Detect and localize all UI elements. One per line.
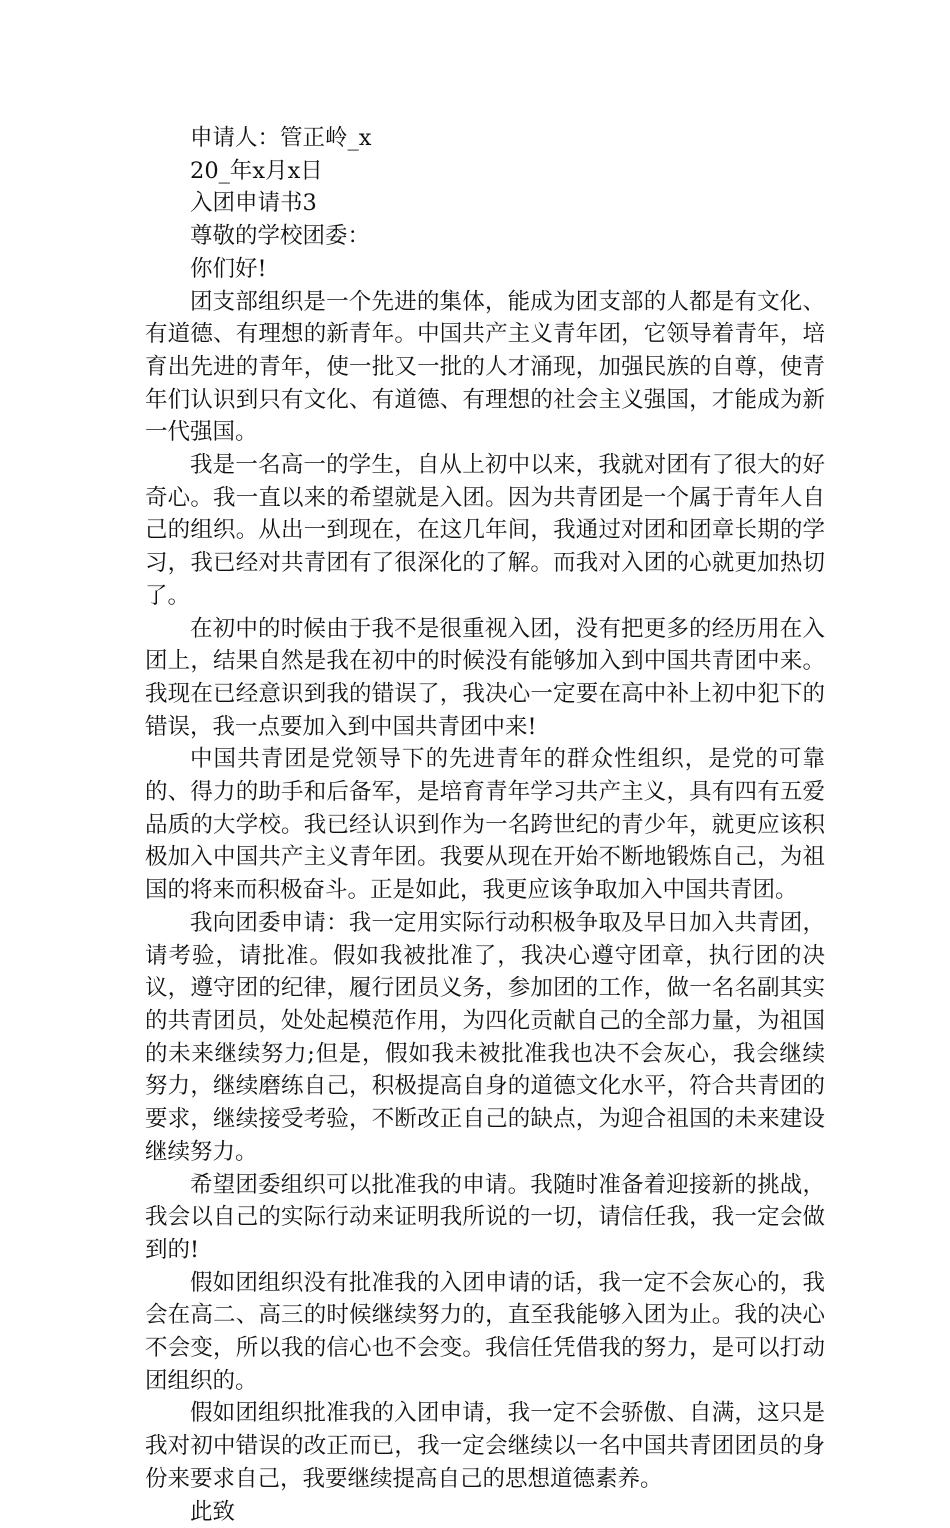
paragraph-7: 假如团组织没有批准我的入团申请的话，我一定不会灰心的，我会在高二、高三的时候继续努力的，直至我能够入团为止。我的决心不会变，所以我的信心也不会变。我信任凭借我的努力，是可以打动团组织的。 [145,1269,825,1394]
paragraph-8: 假如团组织批准我的入团申请，我一定不会骄傲、自满，这只是我对初中错误的改正而已，我一定会继续以一名中国共青团团员的身份来要求自己，我要继续提高自己的思想道德素养。 [145,1400,825,1492]
paragraph-1: 团支部组织是一个先进的集体，能成为团支部的人都是有文化、有道德、有理想的新青年。中国共产主义青年团，它领导着青年，培育出先进的青年，使一批又一批的人才涌现，加强民族的自尊，使青年们认识到只有文化、有道德、有理想的社会主义强国，才能成为新一代强国。 [145,288,825,446]
paragraph-6: 希望团委组织可以批准我的申请。我随时准备着迎接新的挑战，我会以自己的实际行动来证明我所说的一切，请信任我，我一定会做到的! [145,1171,825,1263]
document-title: 入团申请书3 [190,190,317,217]
applicant-line: 申请人：管正岭_x [190,125,372,151]
paragraph-4: 中国共青团是党领导下的先进青年的群众性组织，是党的可靠的、得力的助手和后备军，是培育青年学习共产主义，具有四有五爱品质的大学校。我已经认识到作为一名跨世纪的青少年，就更应该积极加入中国共产主义青年团。我要从现在开始不断地锻炼自己，为祖国的将来而积极奋斗。正是如此，我更应该争取加入中国共青团。 [145,746,825,904]
document-body [145,122,825,1528]
salutation: 尊敬的学校团委： [190,223,371,250]
paragraph-2: 我是一名高一的学生，自从上初中以来，我就对团有了很大的好奇心。我一直以来的希望就是入团。因为共青团是一个属于青年人自己的组织。从出一到现在，在这几年间，我通过对团和团章长期的学习，我已经对共青团有了很深化的了解。而我对入团的心就更加热切了。 [145,452,825,609]
date-line: 20_年x月x日 [190,157,323,184]
greeting: 你们好! [190,255,267,282]
paragraph-3: 在初中的时候由于我不是很重视入团，没有把更多的经历用在入团上，结果自然是我在初中的时候没有能够加入到中国共青团中来。我现在已经意识到我的错误了，我决心一定要在高中补上初中犯下的错误，我一点要加入到中国共青团中来! [145,615,825,740]
paragraph-5: 我向团委申请：我一定用实际行动积极争取及早日加入共青团，请考验，请批准。假如我被批准了，我决心遵守团章，执行团的决议，遵守团的纪律，履行团员义务，参加团的工作，做一名名副其实的共青团员，处处起模范作用，为四化贡献自己的全部力量，为祖国的未来继续努力;但是，假如我未被批准我也决不会灰心，我会继续努力，继续磨练自己，积极提高自身的道德文化水平，符合共青团的要求，继续接受考验，不断改正自己的缺点，为迎合祖国的未来建设继续努力。 [145,909,825,1165]
closing-line: 此致 [190,1498,236,1525]
